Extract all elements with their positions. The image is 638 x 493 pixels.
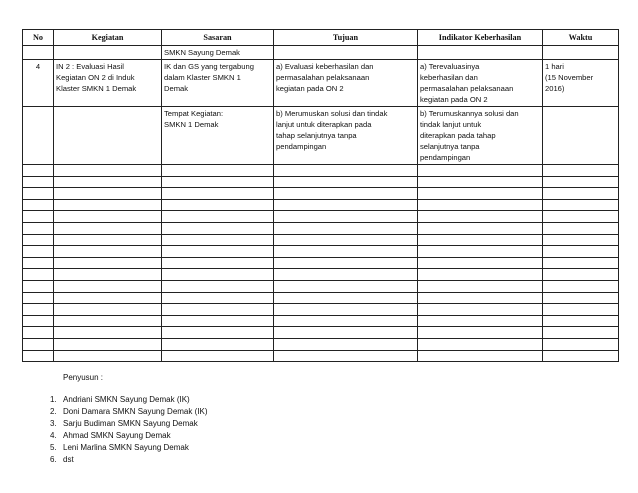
cell-line: kegiatan pada ON 2 [420,95,488,104]
table-row [23,246,619,258]
table-row [23,304,619,316]
cell-empty [162,350,274,362]
cell-empty [543,269,619,281]
cell-empty [418,234,543,246]
signers-list [50,394,208,466]
table-row [23,211,619,223]
cell-empty [274,222,418,234]
table-row [23,234,619,246]
cell-empty [543,234,619,246]
cell-line: a) Evaluasi keberhasilan dan [276,62,374,71]
list-item [50,418,208,430]
cell-line: SMKN 1 Demak [164,120,219,129]
cell-empty [23,46,54,60]
cell-empty [274,257,418,269]
cell-empty [274,211,418,223]
cell-line: kegiatan pada ON 2 [276,84,344,93]
table-header-row [23,30,619,46]
list-item-text: Sarju Budiman SMKN Sayung Demak [63,419,198,428]
list-item-text: Doni Damara SMKN Sayung Demak (IK) [63,407,208,416]
cell-empty [274,46,418,60]
table-row [23,315,619,327]
cell-empty [274,188,418,200]
signers-section [50,372,208,466]
cell-empty [418,176,543,188]
cell-empty [418,304,543,316]
cell-line: Tempat Kegiatan: [164,109,224,118]
cell-empty [162,315,274,327]
cell-empty [54,246,162,258]
cell-empty [418,222,543,234]
table-row [23,199,619,211]
cell-empty [418,211,543,223]
cell-empty [418,246,543,258]
cell-empty [54,269,162,281]
cell-line: permasalahan pelaksanaan [276,73,370,82]
cell-empty [543,107,619,165]
cell-empty [54,327,162,339]
table-row [23,176,619,188]
cell-empty [162,338,274,350]
cell-empty [274,165,418,177]
cell-empty [23,188,54,200]
cell-empty [274,199,418,211]
cell-sasaran-top: SMKN Sayung Demak [162,46,274,60]
cell-line: Klaster SMKN 1 Demak [56,84,137,93]
table-row [23,46,619,60]
cell-line: a) Terevaluasinya [420,62,480,71]
table-row [23,292,619,304]
cell-empty [543,338,619,350]
cell-empty [23,234,54,246]
cell-empty [54,292,162,304]
cell-empty [54,257,162,269]
cell-line: 1 hari [545,62,564,71]
cell-sasaran [162,60,274,107]
list-item [50,394,208,406]
list-item-text: Leni Marlina SMKN Sayung Demak [63,443,189,452]
cell-empty [54,234,162,246]
cell-empty [543,165,619,177]
cell-empty [54,222,162,234]
cell-empty [162,222,274,234]
table-row [23,350,619,362]
cell-empty [54,165,162,177]
cell-empty [162,292,274,304]
cell-line: tindak lanjut untuk [420,120,482,129]
cell-empty [54,107,162,165]
cell-line: b) Merumuskan solusi dan tindak [276,109,388,118]
cell-empty [418,292,543,304]
cell-line: selanjutnya tanpa [420,142,480,151]
cell-line: b) Terumuskannya solusi dan [420,109,519,118]
cell-indikator-b [418,107,543,165]
cell-empty [418,350,543,362]
cell-empty [54,280,162,292]
table-row [23,280,619,292]
cell-empty [274,327,418,339]
list-item [50,442,208,454]
list-item-text: Andriani SMKN Sayung Demak (IK) [63,395,190,404]
cell-empty [418,165,543,177]
table-row [23,338,619,350]
cell-empty [23,165,54,177]
cell-empty [162,257,274,269]
cell-empty [23,338,54,350]
cell-empty [23,280,54,292]
list-item-number: 1. [50,395,57,404]
table-row [23,269,619,281]
cell-empty [23,211,54,223]
cell-empty [23,257,54,269]
cell-empty [418,199,543,211]
cell-waktu [543,60,619,107]
cell-empty [543,222,619,234]
cell-empty [274,246,418,258]
cell-empty [23,315,54,327]
cell-empty [418,280,543,292]
cell-empty [418,46,543,60]
cell-empty [274,338,418,350]
signers-title: Penyusun : [63,373,104,382]
cell-empty [274,269,418,281]
activity-plan-table [22,29,619,362]
table-row [23,222,619,234]
cell-empty [23,246,54,258]
cell-line: Kegiatan ON 2 di Induk [56,73,135,82]
header-tujuan: Tujuan [274,30,418,46]
cell-line: (15 November [545,73,594,82]
cell-empty [162,327,274,339]
cell-empty [543,292,619,304]
cell-empty [274,176,418,188]
cell-kegiatan [54,60,162,107]
cell-empty [162,234,274,246]
cell-empty [162,188,274,200]
table-row [23,165,619,177]
cell-empty [274,350,418,362]
cell-empty [23,199,54,211]
cell-empty [418,257,543,269]
cell-empty [162,246,274,258]
list-item [50,406,208,418]
cell-empty [418,327,543,339]
cell-empty [543,315,619,327]
cell-empty [23,350,54,362]
cell-empty [543,350,619,362]
cell-line: IN 2 : Evaluasi Hasil [56,62,124,71]
cell-empty [162,165,274,177]
cell-empty [543,257,619,269]
cell-empty [543,211,619,223]
cell-empty [23,304,54,316]
cell-line: diterapkan pada tahap [420,131,496,140]
cell-empty [54,338,162,350]
cell-indikator [418,60,543,107]
cell-empty [418,315,543,327]
list-item-number: 3. [50,419,57,428]
cell-empty [543,188,619,200]
cell-empty [418,188,543,200]
cell-empty [162,199,274,211]
cell-no: 4 [23,60,54,107]
table-row [23,107,619,165]
cell-empty [418,338,543,350]
cell-line: permasalahan pelaksanaan [420,84,514,93]
cell-empty [54,350,162,362]
cell-empty [23,107,54,165]
cell-empty [23,327,54,339]
cell-empty [162,211,274,223]
cell-empty [162,269,274,281]
table-row [23,188,619,200]
cell-line: lanjut untuk diterapkan pada [276,120,372,129]
cell-line: IK dan GS yang tergabung [164,62,254,71]
table-row [23,327,619,339]
cell-empty [543,46,619,60]
cell-empty [543,246,619,258]
table-row [23,60,619,107]
cell-empty [543,304,619,316]
cell-empty [162,176,274,188]
list-item-number: 2. [50,407,57,416]
cell-line: pendampingan [276,142,327,151]
header-sasaran: Sasaran [162,30,274,46]
cell-empty [543,327,619,339]
list-item [50,454,208,466]
cell-empty [54,46,162,60]
list-item-text: Ahmad SMKN Sayung Demak [63,431,171,440]
list-item-number: 5. [50,443,57,452]
cell-empty [543,176,619,188]
cell-empty [54,304,162,316]
cell-empty [54,188,162,200]
cell-sasaran-location [162,107,274,165]
cell-empty [543,199,619,211]
cell-empty [162,304,274,316]
cell-empty [274,304,418,316]
cell-line: 2016) [545,84,565,93]
header-kegiatan: Kegiatan [54,30,162,46]
cell-empty [54,199,162,211]
cell-empty [54,211,162,223]
cell-line: dalam Klaster SMKN 1 [164,73,241,82]
cell-empty [23,269,54,281]
cell-empty [274,280,418,292]
table-row [23,257,619,269]
cell-line: keberhasilan dan [420,73,478,82]
header-waktu: Waktu [543,30,619,46]
cell-empty [162,280,274,292]
cell-empty [274,315,418,327]
header-no: No [23,30,54,46]
cell-empty [543,280,619,292]
header-indikator: Indikator Keberhasilan [418,30,543,46]
list-item-text: dst [63,455,74,464]
list-item-number: 6. [50,455,57,464]
cell-empty [274,292,418,304]
cell-empty [274,234,418,246]
cell-empty [23,176,54,188]
cell-empty [54,176,162,188]
cell-tujuan [274,60,418,107]
cell-empty [23,292,54,304]
cell-line: tahap selanjutnya tanpa [276,131,357,140]
list-item-number: 4. [50,431,57,440]
cell-line: pendampingan [420,153,471,162]
cell-empty [23,222,54,234]
cell-empty [418,269,543,281]
cell-tujuan-b [274,107,418,165]
list-item [50,430,208,442]
cell-line: Demak [164,84,189,93]
cell-empty [54,315,162,327]
